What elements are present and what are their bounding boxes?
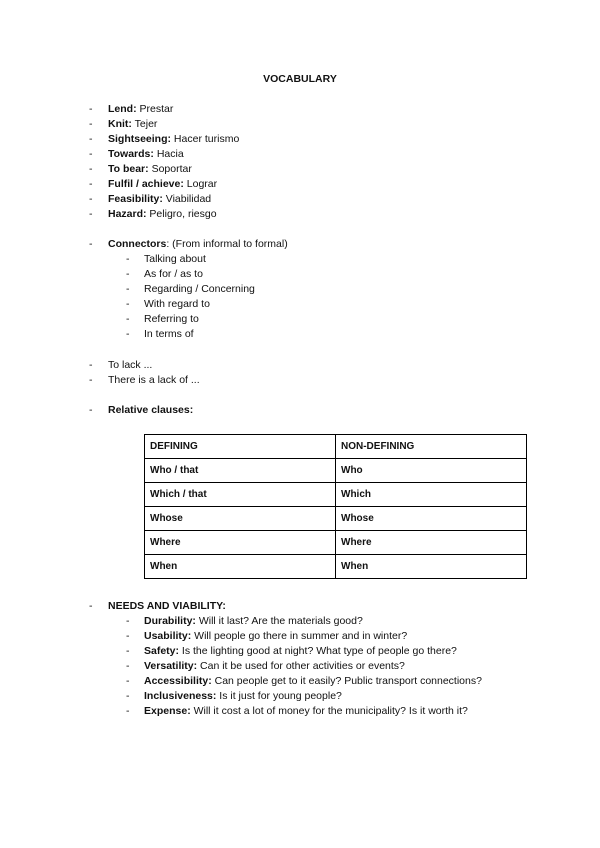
bullet-dash: -	[89, 359, 93, 371]
table-header-row	[145, 435, 527, 459]
bullet-dash: -	[126, 328, 130, 340]
vocab-term: Knit:	[108, 118, 132, 130]
bullet-dash: -	[89, 600, 93, 612]
bullet-dash: -	[89, 374, 93, 386]
table-cell: When	[336, 555, 527, 579]
needs-text: Will it last? Are the materials good?	[195, 615, 363, 627]
needs-text: Is the lighting good at night? What type of people go there?	[179, 645, 457, 657]
bullet-dash: -	[89, 178, 93, 190]
table-row	[145, 459, 527, 483]
connector-text: Regarding / Concerning	[144, 283, 255, 295]
bullet-dash: -	[126, 660, 130, 672]
table-row	[145, 507, 527, 531]
bullet-dash: -	[126, 283, 130, 295]
table-header-cell: DEFINING	[145, 435, 336, 459]
connectors-note: : (From informal to formal)	[166, 238, 288, 250]
page-title: VOCABULARY	[263, 73, 337, 85]
bullet-dash: -	[126, 253, 130, 265]
table-cell: When	[145, 555, 336, 579]
lack-text: To lack ...	[108, 359, 153, 371]
bullet-dash: -	[89, 208, 93, 220]
vocab-term: Fulfil / achieve:	[108, 178, 184, 190]
bullet-dash: -	[126, 298, 130, 310]
vocab-meaning: Tejer	[131, 118, 158, 130]
connectors-title: Connectors	[108, 238, 167, 250]
needs-term: Accessibility:	[144, 675, 212, 687]
needs-text: Is it just for young people?	[216, 690, 342, 702]
connector-text: Talking about	[144, 253, 206, 265]
vocab-term: Lend:	[108, 103, 137, 115]
table-row	[145, 483, 527, 507]
connector-text: Referring to	[144, 313, 199, 325]
lack-text: There is a lack of ...	[108, 374, 200, 386]
vocab-meaning: Peligro, riesgo	[146, 208, 217, 220]
vocab-term: Sightseeing:	[108, 133, 172, 145]
bullet-dash: -	[89, 193, 93, 205]
needs-term: Versatility:	[144, 660, 198, 672]
vocab-meaning: Hacer turismo	[171, 133, 240, 145]
bullet-dash: -	[89, 404, 93, 416]
needs-term: Usability:	[144, 630, 192, 642]
needs-text: Will it cost a lot of money for the municipality? Is it worth it?	[190, 705, 468, 717]
vocab-term: To bear:	[108, 163, 149, 175]
table-cell: Which	[336, 483, 527, 507]
table-cell: Who / that	[145, 459, 336, 483]
bullet-dash: -	[126, 675, 130, 687]
relative-clauses-title: Relative clauses:	[108, 404, 194, 416]
table-cell: Which / that	[145, 483, 336, 507]
vocab-term: Feasibility:	[108, 193, 163, 205]
vocab-term: Hazard:	[108, 208, 147, 220]
table-cell: Whose	[336, 507, 527, 531]
vocab-meaning: Viabilidad	[162, 193, 212, 205]
needs-text: Can people get to it easily? Public transport connections?	[211, 675, 482, 687]
table-row	[145, 555, 527, 579]
connector-text: As for / as to	[144, 268, 203, 280]
vocab-meaning: Soportar	[148, 163, 192, 175]
table-cell: Whose	[145, 507, 336, 531]
needs-text: Can it be used for other activities or events?	[197, 660, 405, 672]
bullet-dash: -	[89, 148, 93, 160]
bullet-dash: -	[126, 645, 130, 657]
bullet-dash: -	[89, 133, 93, 145]
table-cell: Where	[145, 531, 336, 555]
needs-text: Will people go there in summer and in winter?	[191, 630, 408, 642]
needs-term: Safety:	[144, 645, 180, 657]
table-cell: Who	[336, 459, 527, 483]
needs-term: Expense:	[144, 705, 191, 717]
bullet-dash: -	[89, 103, 93, 115]
vocab-meaning: Prestar	[136, 103, 174, 115]
table-cell: Where	[336, 531, 527, 555]
vocab-meaning: Hacia	[153, 148, 184, 160]
vocab-meaning: Lograr	[183, 178, 218, 190]
bullet-dash: -	[126, 268, 130, 280]
bullet-dash: -	[126, 690, 130, 702]
bullet-dash: -	[89, 163, 93, 175]
bullet-dash: -	[126, 615, 130, 627]
bullet-dash: -	[126, 630, 130, 642]
bullet-dash: -	[89, 238, 93, 250]
table-row	[145, 531, 527, 555]
bullet-dash: -	[89, 118, 93, 130]
needs-title: NEEDS AND VIABILITY:	[108, 600, 226, 612]
needs-term: Durability:	[144, 615, 196, 627]
bullet-dash: -	[126, 313, 130, 325]
table-header-cell: NON-DEFINING	[336, 435, 527, 459]
connector-text: With regard to	[144, 298, 210, 310]
vocab-term: Towards:	[108, 148, 154, 160]
connector-text: In terms of	[144, 328, 194, 340]
relative-clauses-table	[144, 434, 527, 579]
needs-term: Inclusiveness:	[144, 690, 217, 702]
bullet-dash: -	[126, 705, 130, 717]
